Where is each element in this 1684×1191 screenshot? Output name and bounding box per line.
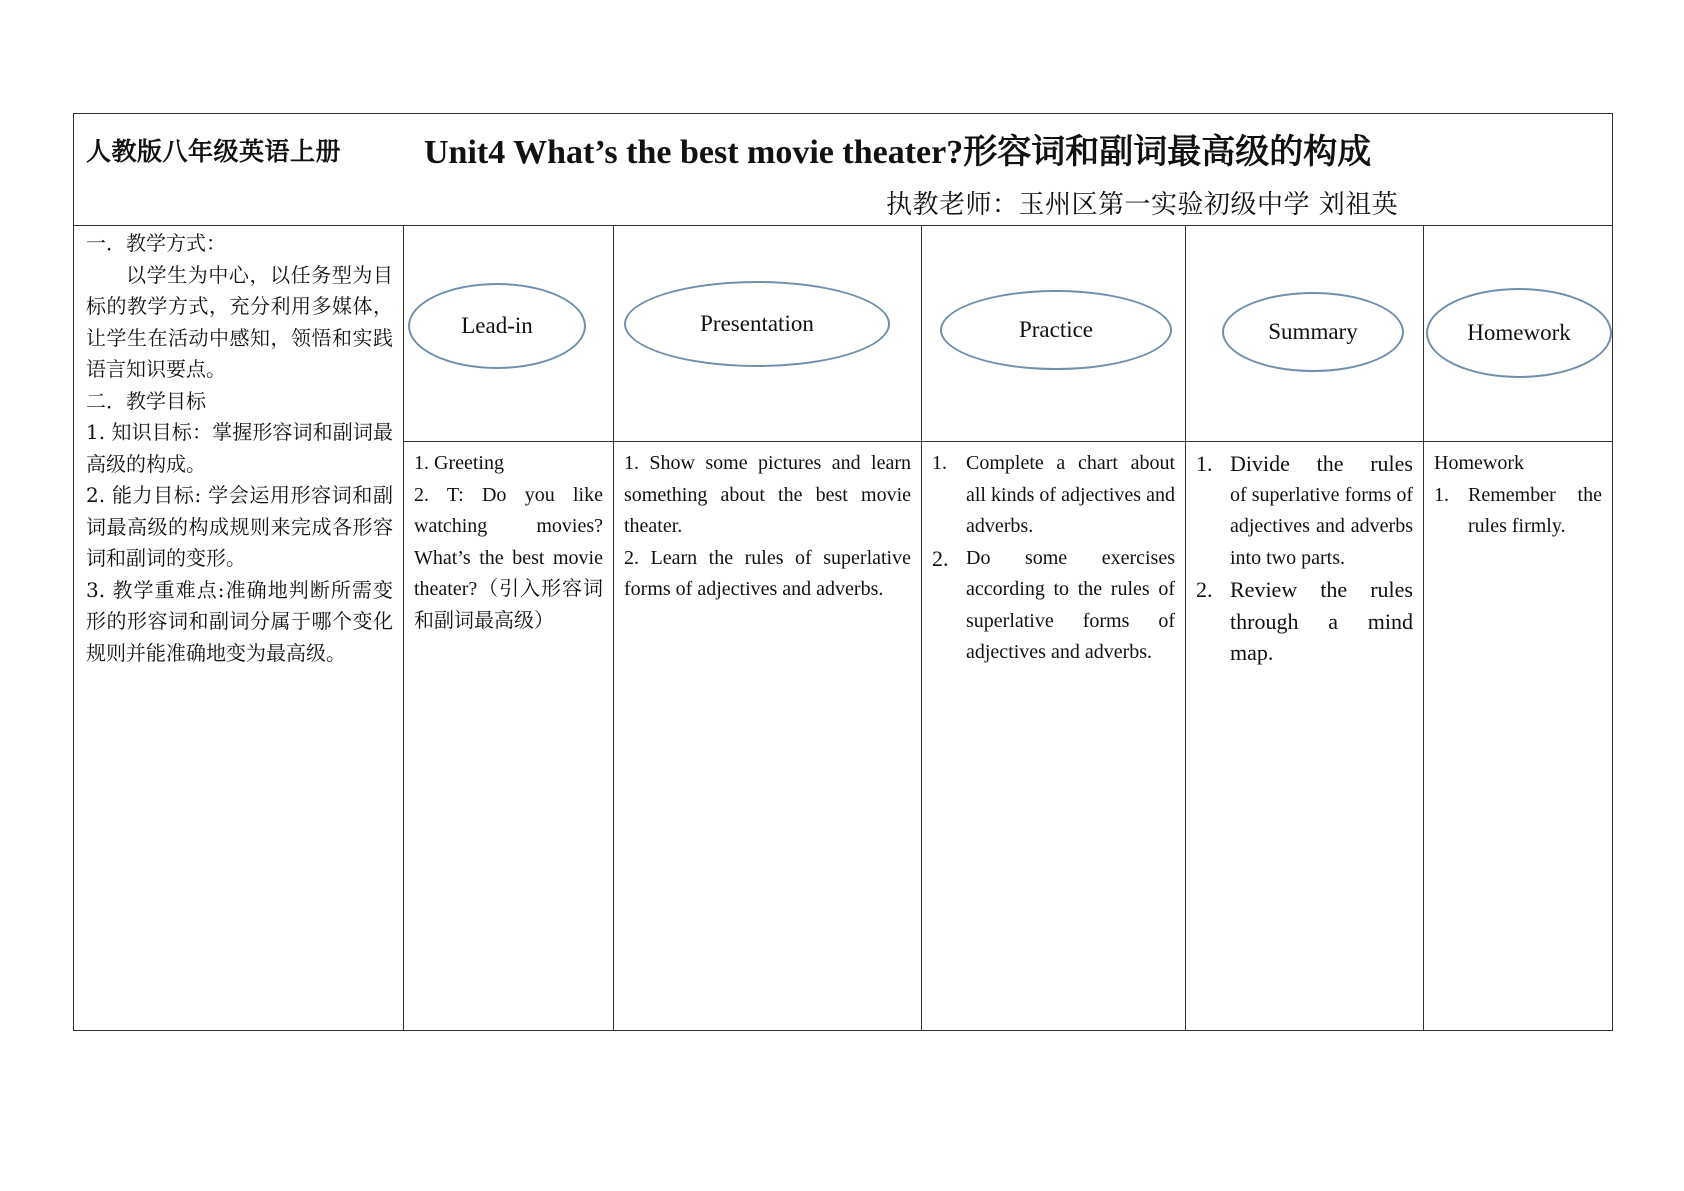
method-heading: 一．教学方式： — [86, 231, 226, 255]
homework-item-1 — [1434, 480, 1602, 543]
summary-content — [1186, 442, 1423, 1030]
homework-oval — [1426, 288, 1612, 378]
presentation-column — [613, 226, 921, 1030]
practice-item-1 — [932, 448, 1175, 543]
summary-item-1 — [1196, 448, 1413, 574]
homework-label: Homework — [1467, 320, 1571, 345]
teaching-info-column — [74, 226, 403, 1030]
goal-knowledge: 1. 知识目标：掌握形容词和副词最高级的构成。 — [86, 420, 393, 476]
homework-content — [1424, 442, 1612, 1030]
summary-stage-cell — [1186, 226, 1423, 442]
practice-column — [921, 226, 1185, 1030]
unit-title: Unit4 What’s the best movie theater?形容词和副词最高级的构成 — [424, 134, 1372, 171]
presentation-content — [614, 442, 921, 1030]
leadin-content — [404, 442, 613, 1030]
summary-label: Summary — [1268, 319, 1358, 344]
practice-item-1-text: Complete a chart about all kinds of adjectives and adverbs. — [966, 452, 1175, 537]
homework-item-1-text: Remember the rules firmly. — [1468, 483, 1602, 537]
practice-item-2 — [932, 543, 1175, 669]
leadin-column — [403, 226, 613, 1030]
book-name: 人教版八年级英语上册 — [86, 137, 342, 166]
leadin-line-2: 2. T: Do you like watching movies? What’s the best movie theater?（引入形容词和副词最高级） — [414, 483, 603, 632]
leadin-line-1: 1. Greeting — [414, 452, 504, 474]
homework-item-1-number: 1. — [1434, 483, 1449, 506]
goal-ability: 2. 能力目标: 学会运用形容词和副词最高级的构成规则来完成各形容词和副词的变形。 — [86, 483, 393, 570]
goals-heading: 二．教学目标 — [86, 388, 206, 413]
summary-item-1-text-lead: Divide the rules — [1230, 451, 1413, 476]
leadin-label: Lead-in — [461, 313, 533, 338]
summary-item-1-text-rest: of superlative forms of adjectives and adverbs into two parts. — [1230, 483, 1413, 569]
summary-column — [1185, 226, 1423, 1030]
practice-label: Practice — [1018, 317, 1094, 342]
homework-stage-cell — [1424, 226, 1612, 442]
practice-content — [922, 442, 1185, 1030]
summary-item-1-text — [1230, 448, 1413, 574]
leadin-oval — [408, 283, 586, 369]
practice-item-2-number: 2. — [932, 545, 949, 571]
homework-column — [1423, 226, 1612, 1030]
presentation-line-1: 1. Show some pictures and learn something about the best movie theater. — [624, 452, 911, 537]
lesson-plan-table — [73, 113, 1613, 1031]
presentation-line-2: 2. Learn the rules of superlative forms of adjectives and adverbs. — [624, 546, 911, 600]
teaching-info-text — [74, 226, 403, 669]
practice-item-2-text: Do some exercises according to the rules of superlative forms of adjectives and adverbs. — [966, 546, 1175, 663]
summary-item-2-text: Review the rules through a mind map. — [1230, 577, 1413, 665]
header-row — [74, 114, 1612, 226]
presentation-oval — [624, 281, 890, 367]
teacher-line: 执教老师：玉州区第一实验初级中学 刘祖英 — [886, 190, 1399, 220]
practice-item-1-number: 1. — [932, 452, 947, 474]
practice-stage-cell — [922, 226, 1185, 442]
summary-item-2 — [1196, 574, 1413, 669]
presentation-stage-cell — [614, 226, 921, 442]
summary-oval — [1222, 292, 1404, 372]
homework-heading: Homework — [1434, 452, 1524, 474]
summary-item-2-number: 2. — [1196, 577, 1213, 602]
goal-key-points: 3. 教学重难点:准确地判断所需变形的形容词和副词分属于哪个变化规则并能准确地变为最高级。 — [86, 577, 393, 665]
method-text: 以学生为中心，以任务型为目标的教学方式，充分利用多媒体，让学生在活动中感知，领悟和实践语言知识要点。 — [86, 262, 393, 381]
practice-oval — [940, 290, 1172, 370]
presentation-label: Presentation — [700, 311, 814, 336]
summary-item-1-number: 1. — [1196, 451, 1213, 476]
leadin-stage-cell — [404, 226, 613, 442]
